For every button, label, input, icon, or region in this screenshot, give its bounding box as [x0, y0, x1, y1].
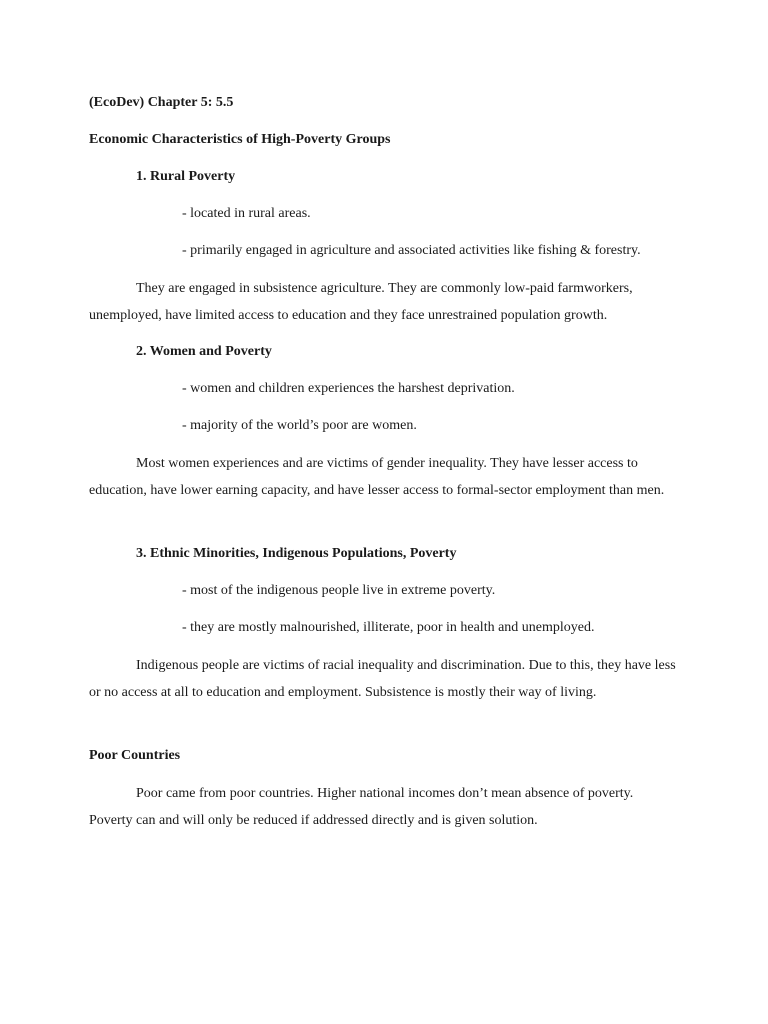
bullet-item: - located in rural areas. — [182, 206, 311, 221]
main-title: Economic Characteristics of High-Poverty Groups — [89, 132, 391, 147]
section-heading-poor-countries: Poor Countries — [89, 748, 181, 763]
paragraph-ethnic-minorities: Indigenous people are victims of racial inequality and discrimination. Due to this, they have less or no access at all to education and employment. Subsistence is mostly their way of living. — [89, 658, 676, 700]
bullet-item: - most of the indigenous people live in extreme poverty. — [182, 583, 496, 598]
section-heading-rural-poverty: 1. Rural Poverty — [136, 169, 236, 184]
bullet-item: - they are mostly malnourished, illiterate, poor in health and unemployed. — [182, 620, 595, 635]
section-heading-women-poverty: 2. Women and Poverty — [136, 344, 272, 359]
section-heading-ethnic-minorities: 3. Ethnic Minorities, Indigenous Populations, Poverty — [136, 546, 457, 561]
bullet-item: - majority of the world’s poor are women. — [182, 418, 417, 433]
chapter-header: (EcoDev) Chapter 5: 5.5 — [89, 95, 234, 110]
paragraph-rural-poverty: They are engaged in subsistence agriculture. They are commonly low-paid farmworkers, unemployed, have limited access to education and they face unrestrained population growth. — [89, 281, 633, 323]
bullet-item: - primarily engaged in agriculture and associated activities like fishing & forestry. — [182, 243, 641, 258]
bullet-item: - women and children experiences the harshest deprivation. — [182, 381, 515, 396]
paragraph-poor-countries: Poor came from poor countries. Higher national incomes don’t mean absence of poverty. Poverty can and will only be reduced if addressed directly and is given solution. — [89, 786, 634, 828]
paragraph-women-poverty: Most women experiences and are victims of gender inequality. They have lesser access to education, have lower earning capacity, and have lesser access to formal-sector employment than men. — [89, 456, 665, 498]
